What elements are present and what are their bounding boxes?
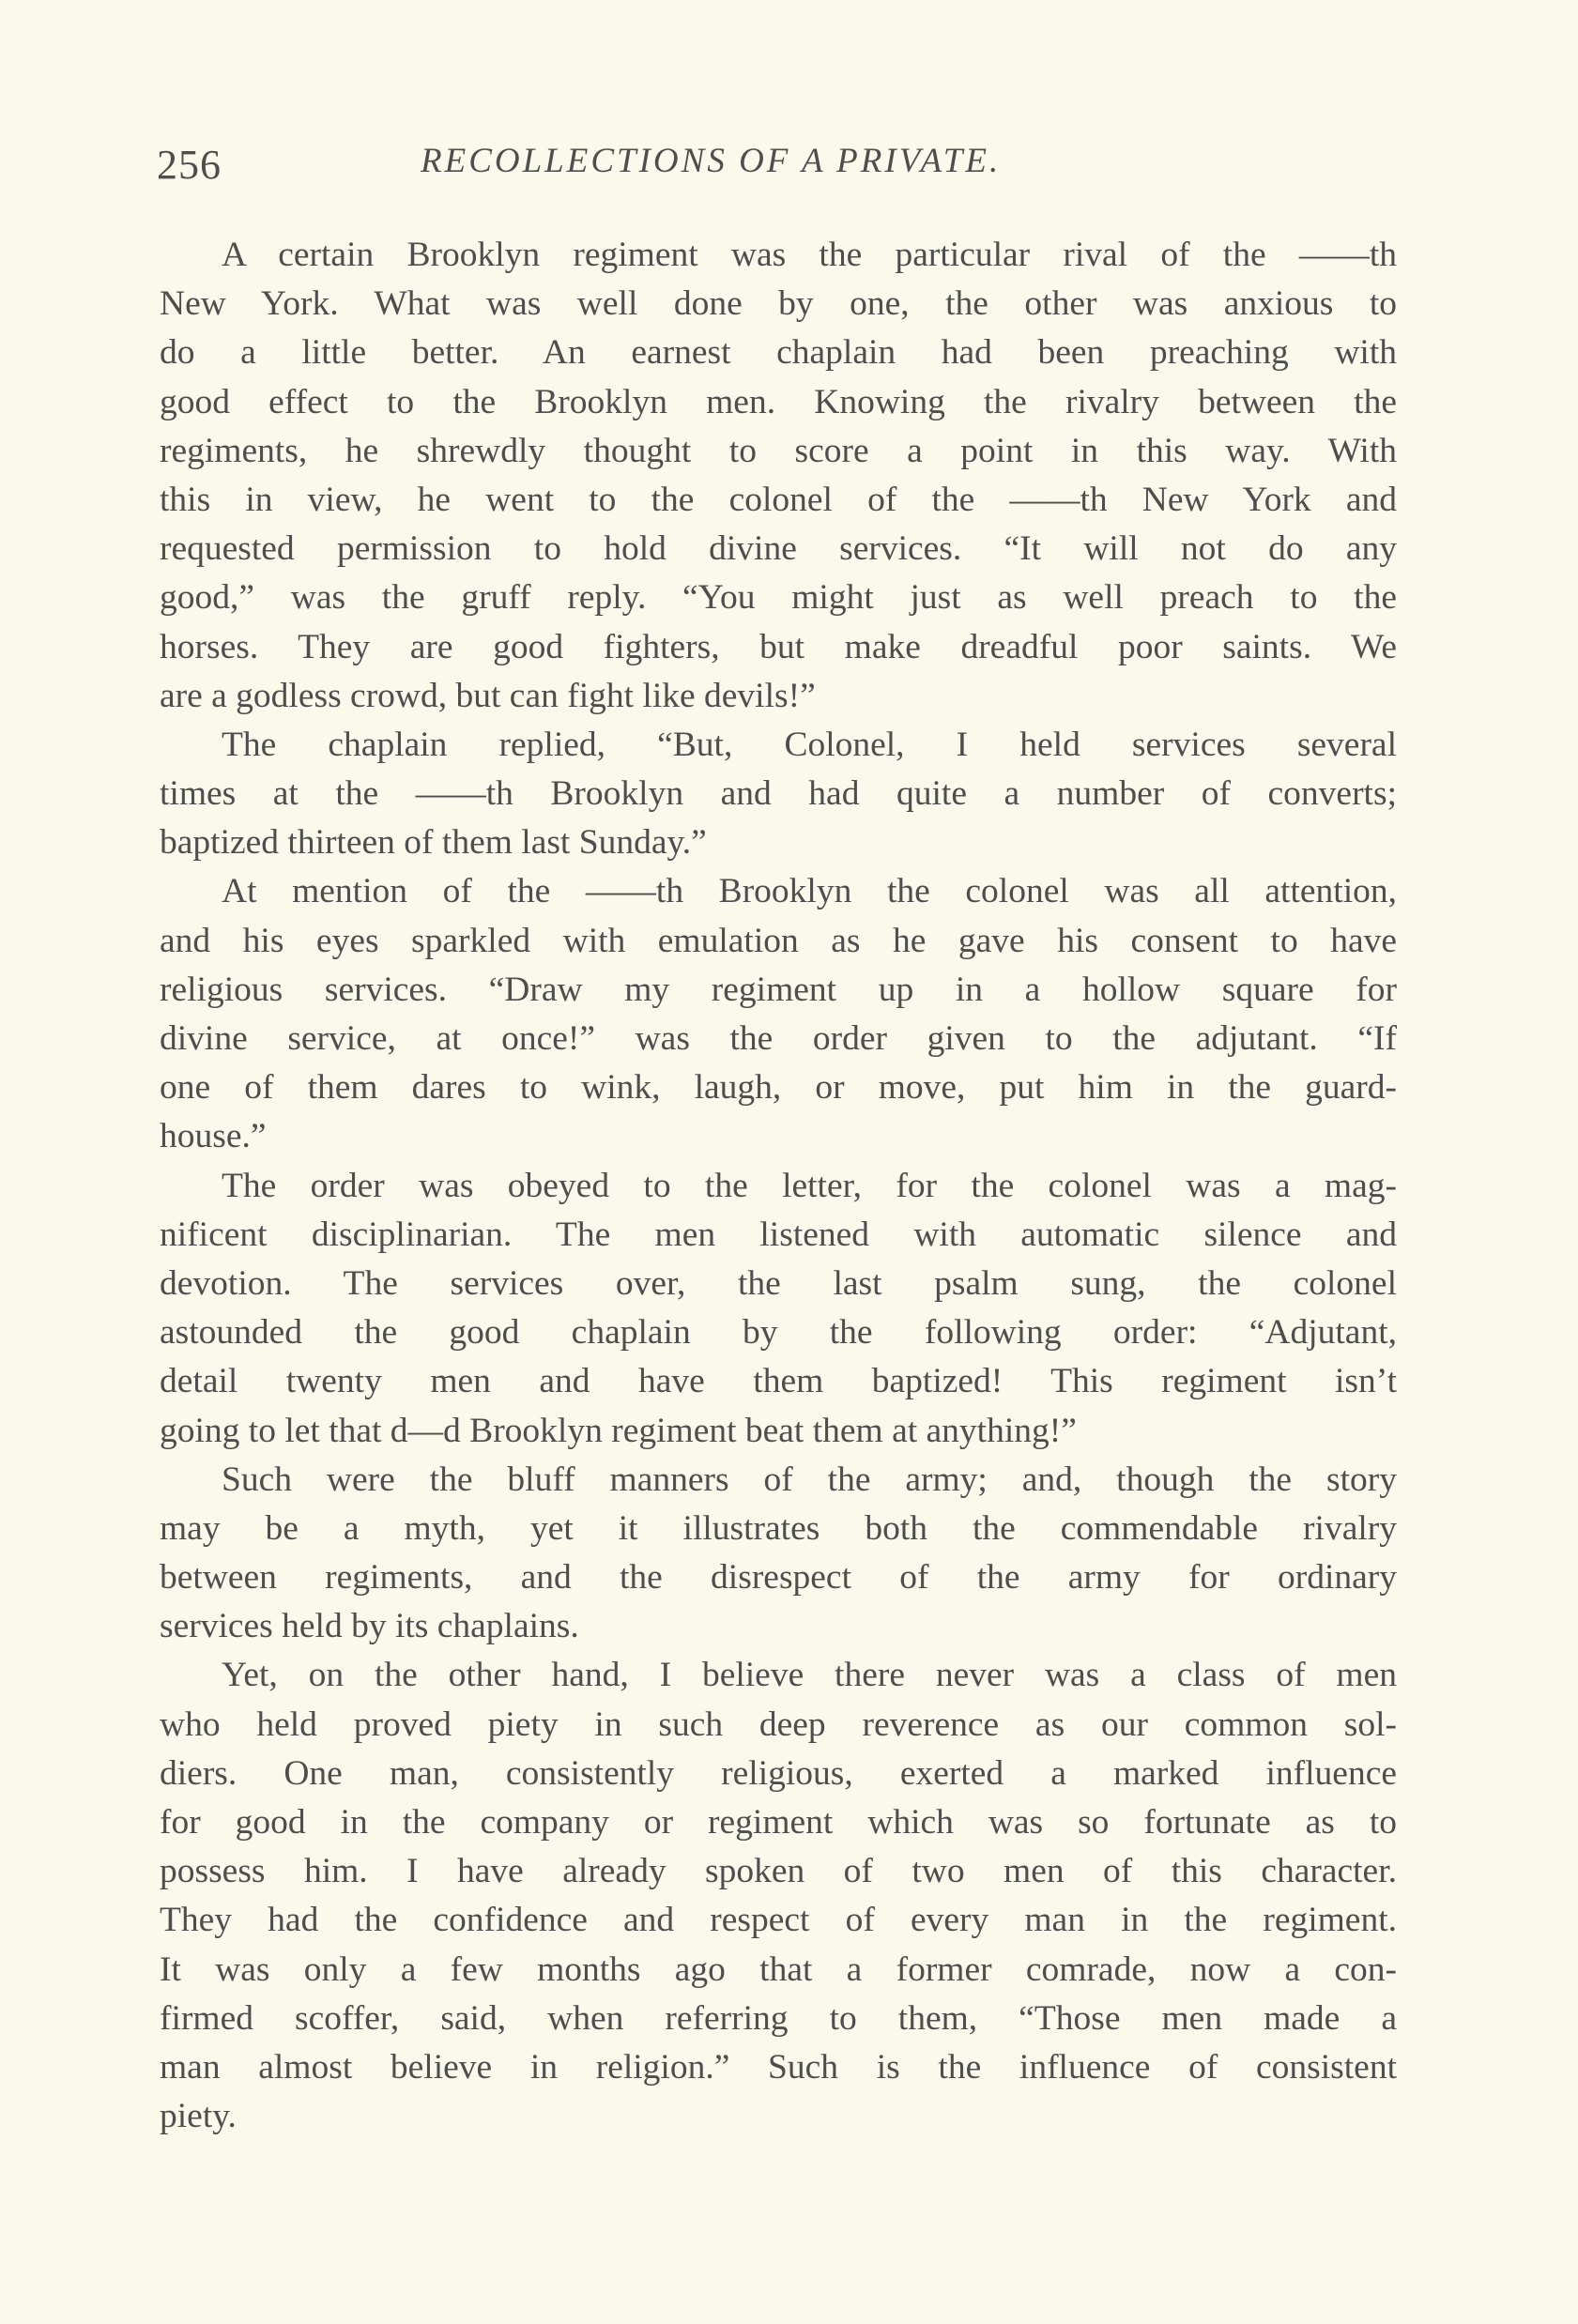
- body-text: [160, 231, 1397, 2141]
- text-line: possess him. I have already spoken of two men of this character.: [160, 1852, 1397, 1891]
- paragraph: [160, 867, 1397, 1161]
- text-line: house.”: [160, 1117, 267, 1156]
- text-line: baptized thirteen of them last Sunday.”: [160, 823, 707, 863]
- text-line: firmed scoffer, said, when referring to them, “Those men made a: [160, 1998, 1397, 2038]
- text-line: between regiments, and the disrespect of the army for ordinary: [160, 1558, 1397, 1598]
- text-line: detail twenty men and have them baptized! This regiment isn’t: [160, 1362, 1397, 1401]
- text-line: A certain Brooklyn regiment was the particular rival of the ——th: [222, 236, 1397, 274]
- paragraph: [160, 1456, 1397, 1652]
- text-line: devotion. The services over, the last psalm sung, the colonel: [160, 1263, 1397, 1303]
- text-line: this in view, he went to the colonel of the ——th New York and: [160, 480, 1397, 519]
- paragraph: [160, 721, 1397, 868]
- text-line: may be a myth, yet it illustrates both the commendable rivalry: [160, 1508, 1397, 1548]
- text-line: Yet, on the other hand, I believe there never was a class of men: [222, 1656, 1397, 1695]
- text-line: good,” was the gruff reply. “You might just as well preach to the: [160, 578, 1397, 618]
- text-line: piety.: [160, 2097, 237, 2136]
- text-line: religious services. “Draw my regiment up in a hollow square for: [160, 970, 1397, 1009]
- text-line: New York. What was well done by one, the other was anxious to: [160, 284, 1397, 324]
- text-line: man almost believe in religion.” Such is the influence of consistent: [160, 2047, 1397, 2087]
- text-line: requested permission to hold divine services. “It will not do any: [160, 529, 1397, 569]
- text-line: diers. One man, consistently religious, exerted a marked influence: [160, 1753, 1397, 1793]
- text-line: times at the ——th Brooklyn and had quite a number of converts;: [160, 774, 1397, 814]
- text-line: astounded the good chaplain by the following order: “Adjutant,: [160, 1313, 1397, 1353]
- paragraph: [160, 1162, 1397, 1456]
- text-line: good effect to the Brooklyn men. Knowing the rivalry between the: [160, 382, 1397, 421]
- text-line: The chaplain replied, “But, Colonel, I held services several: [222, 725, 1397, 764]
- paragraph: [160, 1651, 1397, 2141]
- text-line: going to let that d—d Brooklyn regiment beat them at anything!”: [160, 1411, 1077, 1450]
- text-line: and his eyes sparkled with emulation as he gave his consent to have: [160, 921, 1397, 960]
- text-line: regiments, he shrewdly thought to score a point in this way. With: [160, 431, 1397, 470]
- text-line: are a godless crowd, but can fight like devils!”: [160, 676, 816, 715]
- text-line: horses. They are good fighters, but make dreadful poor saints. We: [160, 627, 1397, 666]
- text-line: for good in the company or regiment which was so fortunate as to: [160, 1803, 1397, 1842]
- text-line: Such were the bluff manners of the army; and, though the story: [222, 1460, 1397, 1499]
- paragraph: [160, 231, 1397, 721]
- text-line: one of them dares to wink, laugh, or move, put him in the guard-: [160, 1068, 1397, 1108]
- text-line: nificent disciplinarian. The men listened with automatic silence and: [160, 1215, 1397, 1254]
- text-line: The order was obeyed to the letter, for the colonel was a mag-: [222, 1166, 1397, 1205]
- text-line: do a little better. An earnest chaplain had been preaching with: [160, 333, 1397, 373]
- page-number: 256: [157, 142, 222, 188]
- text-line: At mention of the ——th Brooklyn the colonel was all attention,: [222, 872, 1397, 911]
- text-line: services held by its chaplains.: [160, 1607, 579, 1646]
- text-line: They had the confidence and respect of every man in the regiment.: [160, 1901, 1397, 1940]
- text-line: divine service, at once!” was the order given to the adjutant. “If: [160, 1019, 1397, 1058]
- running-header: RECOLLECTIONS OF A PRIVATE.: [421, 142, 1002, 180]
- text-line: It was only a few months ago that a former comrade, now a con-: [160, 1949, 1397, 1989]
- text-line: who held proved piety in such deep reverence as our common sol-: [160, 1705, 1397, 1744]
